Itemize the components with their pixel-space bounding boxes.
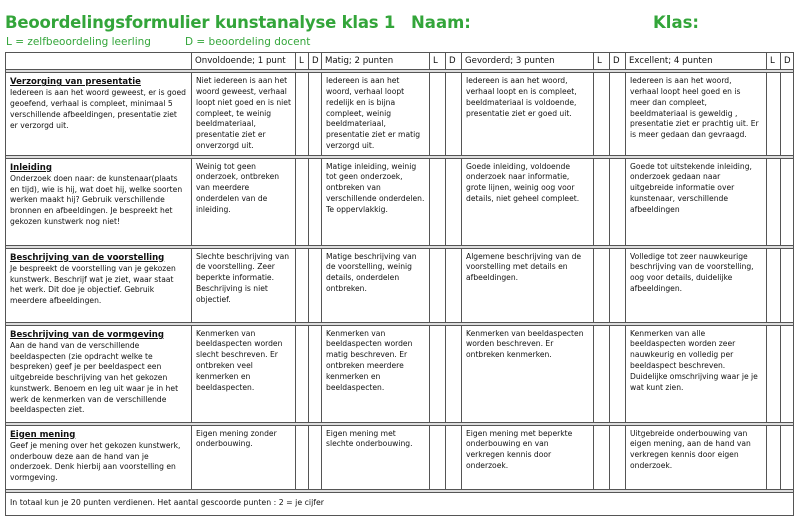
legend-leerling: L = zelfbeoordeling leerling	[6, 36, 151, 48]
onvoldoende-cell: Eigen mening zonder onderbouwing.	[192, 425, 296, 489]
score-l-input[interactable]	[430, 73, 446, 155]
score-d-input[interactable]	[781, 325, 794, 422]
score-d-input[interactable]	[781, 158, 794, 245]
matig-cell: Matige beschrijving van de voorstelling, weinig details, onderdelen ontbreken.	[322, 248, 430, 322]
col-d: D	[309, 53, 322, 70]
table-row	[6, 158, 794, 245]
score-l-input[interactable]	[767, 325, 781, 422]
excellent-cell: Uitgebreide onderbouwing van eigen mening, aan de hand van verkregen kennis door eigen onderzoek.	[626, 425, 767, 489]
score-l-input[interactable]	[296, 158, 309, 245]
col-l: L	[296, 53, 309, 70]
score-l-input[interactable]	[296, 425, 309, 489]
score-d-input[interactable]	[309, 73, 322, 155]
score-d-input[interactable]	[309, 248, 322, 322]
criterion-description: Iedereen is aan het woord geweest, er is goed geoefend, verhaal is compleet, minimaal 5 verschillende afbeeldingen, presentatie ziet er verzorgd uit.	[10, 88, 186, 130]
score-d-input[interactable]	[781, 248, 794, 322]
score-d-input[interactable]	[610, 158, 626, 245]
gevorderd-cell: Kenmerken van beeldaspecten worden beschreven. Er ontbreken kenmerken.	[462, 325, 594, 422]
score-l-input[interactable]	[767, 425, 781, 489]
col-l: L	[767, 53, 781, 70]
score-d-input[interactable]	[610, 325, 626, 422]
onvoldoende-cell: Slechte beschrijving van de voorstelling. Zeer beperkte informatie. Beschrijving is niet objectief.	[192, 248, 296, 322]
matig-cell: Kenmerken van beeldaspecten worden matig beschreven. Er ontbreken meerdere kenmerken en beeldaspecten.	[322, 325, 430, 422]
score-d-input[interactable]	[309, 425, 322, 489]
score-l-input[interactable]	[430, 325, 446, 422]
score-l-input[interactable]	[296, 248, 309, 322]
footer-note: In totaal kun je 20 punten verdienen. Het aantal gescoorde punten : 2 = je cijfer	[6, 492, 794, 515]
score-l-input[interactable]	[430, 425, 446, 489]
table-row	[6, 73, 794, 155]
page-title: Beoordelingsformulier kunstanalyse klas 1	[5, 13, 396, 32]
criterion-cell	[6, 73, 192, 155]
score-d-input[interactable]	[781, 425, 794, 489]
criterion-title: Verzorging van presentatie	[10, 77, 141, 88]
score-l-input[interactable]	[594, 158, 610, 245]
excellent-cell: Iedereen is aan het woord, verhaal loopt heel goed en is meer dan compleet, beeldmateriaal is geweldig , presentatie ziet er prachtig uit. Er is meer gedaan dan gevraagd.	[626, 73, 767, 155]
criterion-cell	[6, 158, 192, 245]
score-l-input[interactable]	[296, 73, 309, 155]
criterion-title: Beschrijving van de vormgeving	[10, 329, 164, 340]
score-d-input[interactable]	[446, 158, 462, 245]
matig-cell: Iedereen is aan het woord, verhaal loopt redelijk en is bijna compleet, weinig beeldmateriaal, presentatie ziet er matig verzorgd uit.	[322, 73, 430, 155]
criterion-description: Onderzoek doen naar: de kunstenaar(plaats en tijd), wie is hij, wat doet hij, welke soorten werken maakt hij? Gebruik verschillende bronnen en afbeeldingen. Je bespreekt het gekozen kunstwerk nog niet!	[10, 173, 183, 226]
score-d-input[interactable]	[309, 325, 322, 422]
score-l-input[interactable]	[594, 248, 610, 322]
onvoldoende-cell: Kenmerken van beeldaspecten worden slecht beschreven. Er ontbreken veel kenmerken en beeldaspecten.	[192, 325, 296, 422]
col-l: L	[594, 53, 610, 70]
excellent-cell: Kenmerken van alle beeldaspecten worden zeer nauwkeurig en volledig per beeldaspect beschreven. Duidelijke omschrijving waar je je wat kunt zien.	[626, 325, 767, 422]
legend-docent: D = beoordeling docent	[185, 36, 311, 48]
gevorderd-cell: Eigen mening met beperkte onderbouwing en van verkregen kennis door onderzoek.	[462, 425, 594, 489]
header-blank	[6, 53, 192, 70]
criterion-title: Inleiding	[10, 162, 52, 173]
score-l-input[interactable]	[594, 73, 610, 155]
table-row	[6, 425, 794, 489]
score-d-input[interactable]	[610, 248, 626, 322]
klas-label: Klas:	[653, 13, 699, 32]
table-row	[6, 325, 794, 422]
score-l-input[interactable]	[594, 325, 610, 422]
criterion-description: Je bespreekt de voorstelling van je gekozen kunstwerk. Beschrijf wat je ziet, waar staat het werk. Dit doe je objectief. Gebruik meerdere afbeeldingen.	[10, 263, 176, 306]
excellent-cell: Goede tot uitstekende inleiding, onderzoek gedaan naar uitgebreide informatie over kunstenaar, verschillende afbeeldingen	[626, 158, 767, 245]
col-excellent: Excellent; 4 punten	[626, 53, 767, 70]
header-row	[6, 53, 794, 70]
rubric-table	[5, 52, 794, 516]
col-gevorderd: Gevorderd; 3 punten	[462, 53, 594, 70]
col-matig: Matig; 2 punten	[322, 53, 430, 70]
footer-row	[6, 492, 794, 515]
naam-label: Naam:	[411, 13, 471, 32]
criterion-cell	[6, 325, 192, 422]
score-l-input[interactable]	[767, 248, 781, 322]
score-l-input[interactable]	[594, 425, 610, 489]
gevorderd-cell: Iedereen is aan het woord, verhaal loopt en is compleet, beeldmateriaal is voldoende, presentatie ziet er goed uit.	[462, 73, 594, 155]
score-d-input[interactable]	[446, 325, 462, 422]
criterion-title: Eigen mening	[10, 429, 76, 440]
score-d-input[interactable]	[446, 425, 462, 489]
onvoldoende-cell: Weinig tot geen onderzoek, ontbreken van meerdere onderdelen van de inleiding.	[192, 158, 296, 245]
matig-cell: Matige inleiding, weinig tot geen onderzoek, ontbreken van verschillende onderdelen. Te oppervlakkig.	[322, 158, 430, 245]
col-d: D	[446, 53, 462, 70]
excellent-cell: Volledige tot zeer nauwkeurige beschrijving van de voorstelling, oog voor details, duidelijke afbeeldingen.	[626, 248, 767, 322]
criterion-description: Aan de hand van de verschillende beeldaspecten (zie opdracht welke te bespreken) geef je per beeldaspect een uitgebreide beschrijving van het gekozen kunstwerk. Benoem en leg uit waar je in het werk de kenmerken van de verschillende beeldaspecten ziet.	[10, 340, 179, 415]
score-l-input[interactable]	[767, 158, 781, 245]
onvoldoende-cell: Niet iedereen is aan het woord geweest, verhaal loopt niet goed en is niet compleet, te weinig beeldmateriaal, presentatie ziet er onverzorgd uit.	[192, 73, 296, 155]
criterion-cell	[6, 425, 192, 489]
gevorderd-cell: Goede inleiding, voldoende onderzoek naar informatie, grote lijnen, weinig oog voor details, niet geheel compleet.	[462, 158, 594, 245]
score-d-input[interactable]	[446, 73, 462, 155]
col-d: D	[610, 53, 626, 70]
score-l-input[interactable]	[430, 248, 446, 322]
score-d-input[interactable]	[446, 248, 462, 322]
matig-cell: Eigen mening met slechte onderbouwing.	[322, 425, 430, 489]
criterion-title: Beschrijving van de voorstelling	[10, 252, 165, 263]
col-onvoldoende: Onvoldoende; 1 punt	[192, 53, 296, 70]
gevorderd-cell: Algemene beschrijving van de voorstelling met details en afbeeldingen.	[462, 248, 594, 322]
col-d: D	[781, 53, 794, 70]
score-d-input[interactable]	[610, 425, 626, 489]
table-row	[6, 248, 794, 322]
criterion-cell	[6, 248, 192, 322]
score-l-input[interactable]	[296, 325, 309, 422]
score-d-input[interactable]	[610, 73, 626, 155]
criterion-description: Geef je mening over het gekozen kunstwerk, onderbouw deze aan de hand van je onderzoek. Denk hierbij aan voorstelling en vormgeving.	[10, 440, 181, 483]
score-d-input[interactable]	[309, 158, 322, 245]
score-l-input[interactable]	[430, 158, 446, 245]
score-d-input[interactable]	[781, 73, 794, 155]
col-l: L	[430, 53, 446, 70]
score-l-input[interactable]	[767, 73, 781, 155]
